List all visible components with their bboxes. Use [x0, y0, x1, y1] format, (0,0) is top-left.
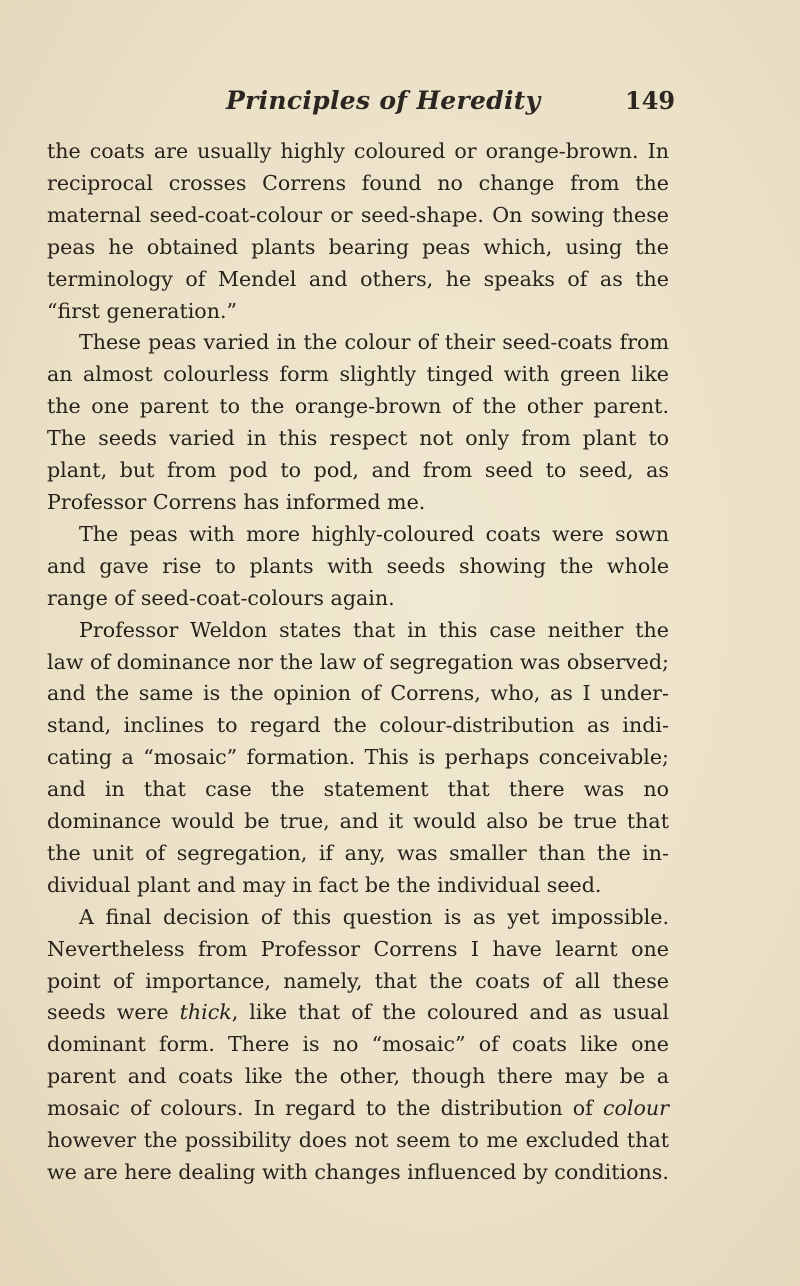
paragraph-5-part-c: however the possibility does not seem to me excluded that we are here dealing with changes influenced by conditions.	[47, 1128, 669, 1184]
page-number: 149	[625, 86, 676, 115]
paragraph-4: Professor Weldon states that in this case neither the law of dominance nor the law of segregation was observed; and the same is the opinion of Correns, who, as I understand, inclines to regard the colour-distribution as indicating a “mosaic” formation. This is perhaps conceivable; and in that case the statement that there was no dominance would be true, and it would also be true that the unit of segregation, if any, was smaller than the individual plant and may in fact be the individual seed.	[47, 617, 669, 897]
paragraph-1: the coats are usually highly coloured or orange-brown. In reciprocal crosses Correns found no change from the maternal seed-coat-colour or seed-shape. On sowing these peas he obtained plants bearing peas which, using the terminology of Mendel and others, he speaks of as the “first generation.”	[47, 139, 669, 323]
paragraph-5	[47, 902, 669, 1189]
paragraph-5-part-b: , like that of the coloured and as usual dominant form. There is no “mosaic” of coats like one parent and coats like the other, though there may be a mosaic of colours. In regard to the distribution of	[47, 1000, 669, 1121]
paragraph-3: The peas with more highly-coloured coats were sown and gave rise to plants with seeds showing the whole range of seed-coat-colours again.	[47, 521, 669, 610]
italic-word-colour: colour	[602, 1096, 669, 1121]
italic-word-thick: thick	[179, 1000, 232, 1025]
paragraph-5-part-a: A final decision of this question is as yet impossible. Nevertheless from Professor Correns I have learnt one point of importance, namely, that the coats of all these seeds were	[47, 904, 669, 1025]
body-text	[47, 136, 669, 1189]
paragraph-2: These peas varied in the colour of their seed-coats from an almost colourless form slightly tinged with green like the one parent to the orange-brown of the other parent. The seeds varied in this respect not only from plant to plant, but from pod to pod, and from seed to seed, as Professor Correns has informed me.	[47, 330, 669, 514]
running-title: Principles of Heredity	[226, 86, 541, 115]
page-header	[0, 86, 800, 126]
